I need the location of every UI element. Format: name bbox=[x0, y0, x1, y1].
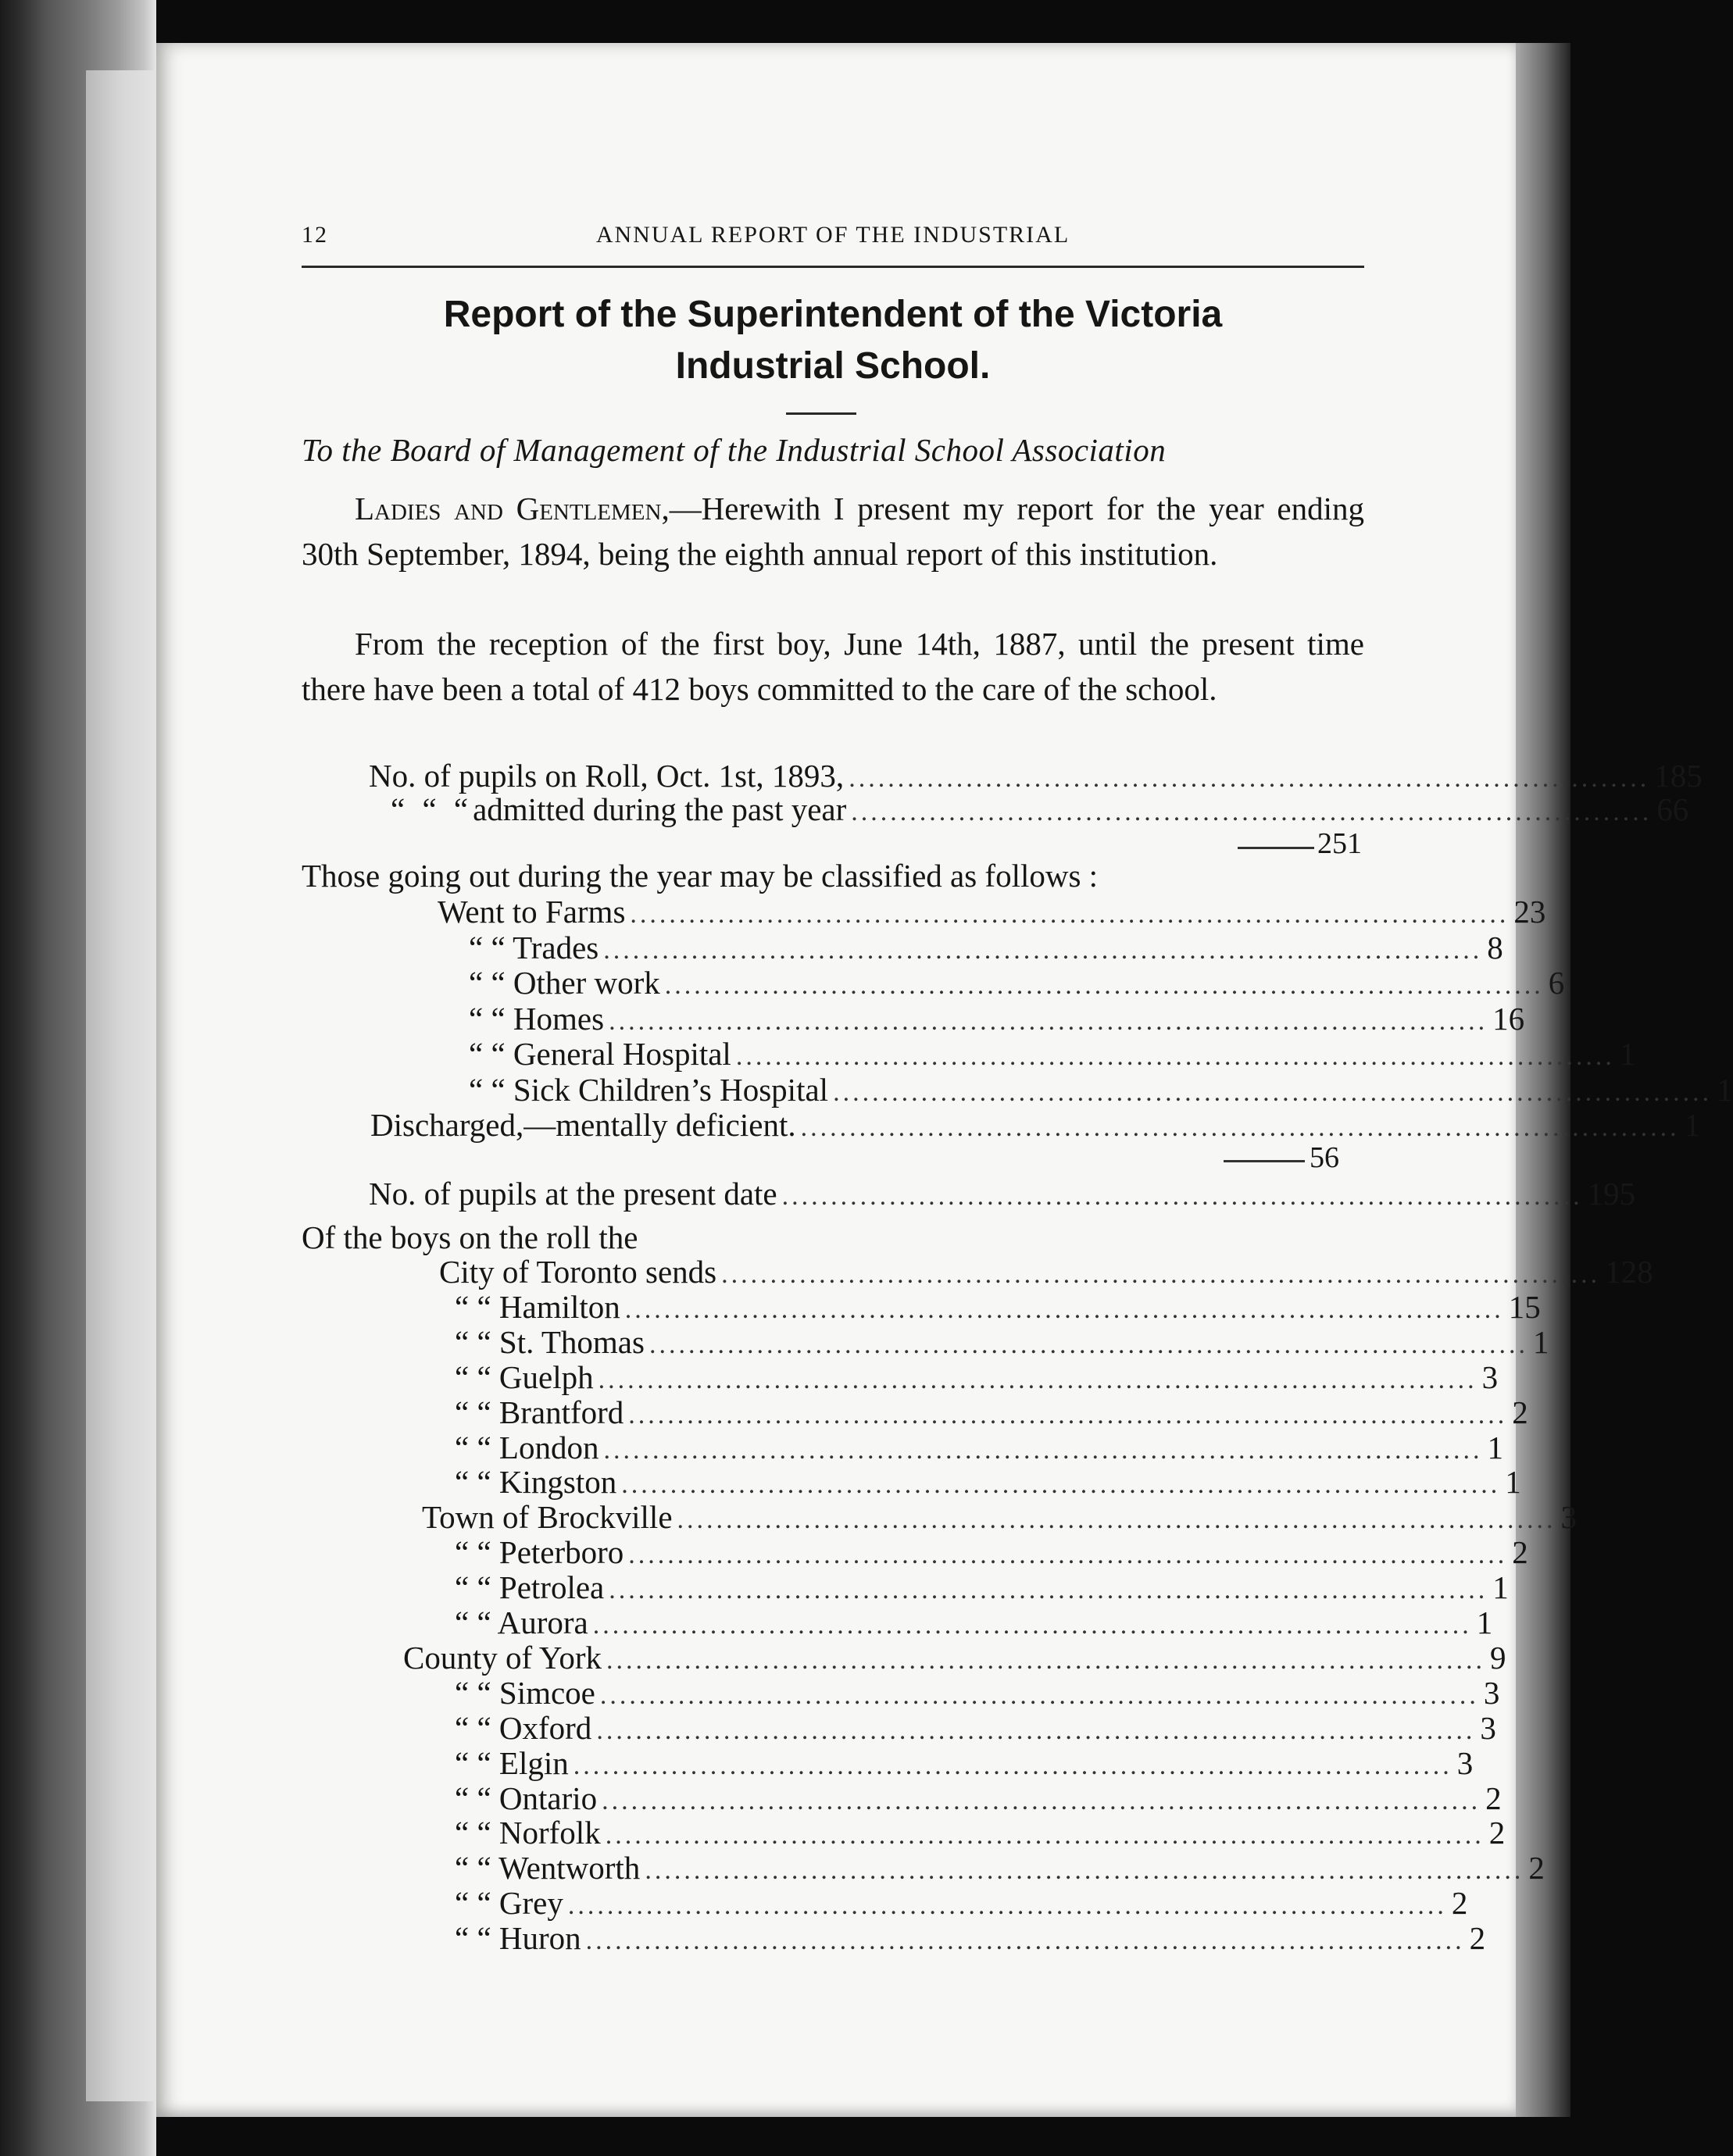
dot-leader: .......................................................................................... bbox=[649, 1330, 1528, 1359]
row-label: “ “ Guelph bbox=[455, 1358, 594, 1395]
row-label: “ “ Peterboro bbox=[455, 1534, 624, 1571]
dot-leader: .......................................................................................... bbox=[645, 1856, 1524, 1886]
dot-leader: .......................................................................................... bbox=[624, 1294, 1504, 1324]
row-value: 16 bbox=[1492, 1000, 1525, 1037]
dot-leader: .......................................................................................... bbox=[603, 935, 1483, 965]
row-value: 185 bbox=[1654, 758, 1703, 794]
present-row bbox=[369, 1176, 1636, 1212]
greeting: Ladies and Gentlemen, bbox=[355, 491, 670, 527]
table-row bbox=[469, 1000, 1525, 1037]
row-value: 2 bbox=[1528, 1850, 1545, 1886]
roll-row-start bbox=[369, 758, 1703, 794]
table-row bbox=[455, 1674, 1500, 1711]
table-row bbox=[455, 1885, 1468, 1922]
table-row bbox=[455, 1534, 1528, 1571]
dot-leader: .......................................................................................... bbox=[621, 1470, 1501, 1500]
table-row bbox=[455, 1569, 1509, 1606]
dot-leader: .......................................................................................... bbox=[833, 1077, 1713, 1107]
row-value: 2 bbox=[1512, 1534, 1528, 1571]
going-out-intro: Those going out during the year may be classified as follows : bbox=[302, 858, 1099, 894]
table-row bbox=[469, 1036, 1636, 1072]
dot-leader: .......................................................................................... bbox=[573, 1751, 1453, 1780]
dot-leader: .......................................................................................... bbox=[800, 1113, 1680, 1142]
table-row bbox=[469, 929, 1503, 966]
row-label: “ “ Norfolk bbox=[455, 1815, 601, 1851]
opening-paragraph-text: —Herewith I present my report for the year ending 30th September, 1894, being the eighth annual report of this institution. bbox=[302, 491, 1364, 572]
table-row bbox=[455, 1709, 1496, 1746]
report-title-line-1: Report of the Superintendent of the Victoria bbox=[443, 294, 1223, 335]
table-row bbox=[455, 1920, 1486, 1957]
opening-paragraph bbox=[302, 486, 1364, 576]
table-row bbox=[455, 1850, 1545, 1886]
row-value: 2 bbox=[1512, 1394, 1528, 1430]
row-value: 8 bbox=[1487, 929, 1503, 966]
dot-leader: .......................................................................................... bbox=[609, 1006, 1488, 1036]
row-value: 3 bbox=[1456, 1744, 1474, 1781]
row-label: “ “ Huron bbox=[455, 1920, 581, 1957]
row-label: “ “ St. Thomas bbox=[455, 1323, 645, 1360]
table-row bbox=[439, 1254, 1653, 1290]
dot-leader: .................................................................................. bbox=[849, 764, 1650, 793]
table-row bbox=[455, 1815, 1506, 1851]
report-title bbox=[302, 289, 1364, 392]
dot-leader: .......................................................................................... bbox=[596, 1715, 1476, 1745]
row-label: “ “ Wentworth bbox=[455, 1850, 641, 1886]
row-label: “ “ Grey bbox=[455, 1885, 563, 1922]
title-divider bbox=[786, 412, 856, 415]
table-row bbox=[455, 1744, 1474, 1781]
row-label: No. of pupils on Roll, Oct. 1st, 1893, bbox=[369, 758, 845, 794]
dot-leader: .......................................................................................... bbox=[598, 1365, 1478, 1394]
dot-leader: .......................................................................................... bbox=[609, 1576, 1488, 1605]
dot-leader: .......................................................................................... bbox=[628, 1540, 1508, 1570]
table-row bbox=[422, 1499, 1578, 1536]
row-label: “ “ Sick Children’s Hospital bbox=[469, 1071, 829, 1108]
row-value: 1 bbox=[1684, 1107, 1701, 1143]
row-value: 1 bbox=[1476, 1605, 1493, 1640]
row-value: 23 bbox=[1513, 894, 1546, 930]
row-label: Went to Farms bbox=[438, 894, 626, 930]
history-paragraph: From the reception of the first boy, June 14th, 1887, until the present time there have been a total of 412 boys committed to the care of the school. bbox=[302, 626, 1364, 707]
row-value: 3 bbox=[1481, 1358, 1499, 1395]
table-row bbox=[455, 1358, 1499, 1395]
dot-leader: .......................................................................................... bbox=[567, 1891, 1447, 1921]
table-row bbox=[455, 1779, 1502, 1816]
running-header bbox=[302, 222, 1364, 261]
dot-leader: .......................................................................................... bbox=[628, 1400, 1508, 1430]
dot-leader: .......................................................................................... bbox=[630, 900, 1510, 929]
dot-leader: .......................................................................................... bbox=[603, 1435, 1483, 1465]
row-label: “ “ Ontario bbox=[455, 1779, 598, 1816]
table-row bbox=[403, 1639, 1506, 1676]
row-label: City of Toronto sends bbox=[439, 1254, 717, 1290]
row-label: “ “ Elgin bbox=[455, 1744, 569, 1781]
table-row bbox=[438, 894, 1546, 930]
salutation: To the Board of Management of the Industrial School Association bbox=[302, 432, 1167, 468]
dot-leader: .......................................................................................... bbox=[592, 1611, 1472, 1640]
ditto-marks: “ “ “ bbox=[391, 791, 473, 827]
row-value: 2 bbox=[1469, 1920, 1486, 1957]
page-number: 12 bbox=[302, 222, 328, 248]
origin-intro: Of the boys on the roll the bbox=[302, 1219, 638, 1255]
sum-rule bbox=[1224, 1160, 1305, 1162]
dot-leader: .......................................................................................... bbox=[664, 971, 1544, 1000]
roll-row-admitted bbox=[391, 791, 1689, 827]
row-value: 15 bbox=[1508, 1288, 1541, 1325]
table-row bbox=[455, 1288, 1541, 1325]
row-value: 1 bbox=[1487, 1429, 1503, 1465]
row-label: “ “ Hamilton bbox=[455, 1288, 620, 1325]
row-value: 1 bbox=[1532, 1323, 1549, 1360]
row-value: 195 bbox=[1587, 1176, 1636, 1212]
dot-leader: .......................................................................................... bbox=[599, 1680, 1479, 1710]
dot-leader: .......................................................................................... bbox=[735, 1042, 1615, 1071]
row-label: “ “ Simcoe bbox=[455, 1674, 595, 1711]
sum-rule bbox=[1238, 847, 1314, 849]
row-label: “ “ Kingston bbox=[455, 1464, 617, 1501]
row-value: 1 bbox=[1492, 1569, 1509, 1606]
table-row bbox=[469, 965, 1565, 1001]
report-title-line-2: Industrial School. bbox=[675, 345, 991, 387]
dot-leader: .................................................................................. bbox=[781, 1182, 1583, 1211]
row-value: 6 bbox=[1548, 965, 1565, 1001]
row-label: County of York bbox=[403, 1639, 602, 1676]
dot-leader: .......................................................................................... bbox=[677, 1505, 1556, 1535]
row-value: 2 bbox=[1451, 1885, 1468, 1922]
header-rule bbox=[302, 266, 1364, 268]
row-value: 1 bbox=[1717, 1071, 1733, 1108]
table-row bbox=[455, 1323, 1549, 1360]
row-value: 2 bbox=[1488, 1815, 1506, 1851]
dot-leader: .......................................................................................... bbox=[606, 1645, 1486, 1675]
running-title: ANNUAL REPORT OF THE INDUSTRIAL bbox=[595, 222, 1070, 248]
row-label: “ “ Oxford bbox=[455, 1709, 592, 1746]
row-label: “ “ Petrolea bbox=[455, 1569, 605, 1606]
table-row bbox=[455, 1605, 1493, 1640]
row-value: 2 bbox=[1485, 1779, 1502, 1816]
row-value: 1 bbox=[1505, 1464, 1521, 1501]
row-label: Town of Brockville bbox=[422, 1499, 673, 1536]
row-label: “ “ General Hospital bbox=[469, 1036, 731, 1072]
table-row bbox=[455, 1429, 1503, 1465]
row-value: 1 bbox=[1619, 1036, 1636, 1072]
table-row bbox=[455, 1464, 1521, 1501]
roll-total: 251 bbox=[1317, 827, 1362, 860]
dot-leader: .......................................................................................... bbox=[585, 1926, 1465, 1956]
dot-leader: .......................................................................................... bbox=[602, 1786, 1481, 1815]
row-value: 3 bbox=[1560, 1499, 1578, 1536]
going-out-total: 56 bbox=[1310, 1141, 1339, 1174]
table-row bbox=[469, 1071, 1733, 1108]
row-value: 128 bbox=[1605, 1254, 1653, 1290]
row-label: “ “ Trades bbox=[469, 929, 599, 966]
dot-leader: .......................................................................................... bbox=[605, 1821, 1485, 1851]
row-label: “ “ Homes bbox=[469, 1000, 605, 1037]
row-label: admitted during the past year bbox=[473, 791, 847, 827]
row-label: “ “ Brantford bbox=[455, 1394, 624, 1430]
row-value: 9 bbox=[1490, 1639, 1506, 1676]
dot-leader: .................................................................................. bbox=[851, 798, 1653, 826]
table-row bbox=[370, 1107, 1701, 1143]
row-label: Discharged,—mentally deficient. bbox=[370, 1107, 796, 1143]
row-value: 66 bbox=[1656, 791, 1689, 827]
dot-leader: .......................................................................................... bbox=[721, 1260, 1601, 1289]
row-label: No. of pupils at the present date bbox=[369, 1176, 777, 1212]
row-value: 3 bbox=[1480, 1709, 1496, 1746]
row-label: “ “ Other work bbox=[469, 965, 660, 1001]
row-label: “ “ Aurora bbox=[455, 1605, 588, 1640]
table-row bbox=[455, 1394, 1528, 1430]
row-value: 3 bbox=[1483, 1674, 1500, 1711]
row-label: “ “ London bbox=[455, 1429, 599, 1465]
